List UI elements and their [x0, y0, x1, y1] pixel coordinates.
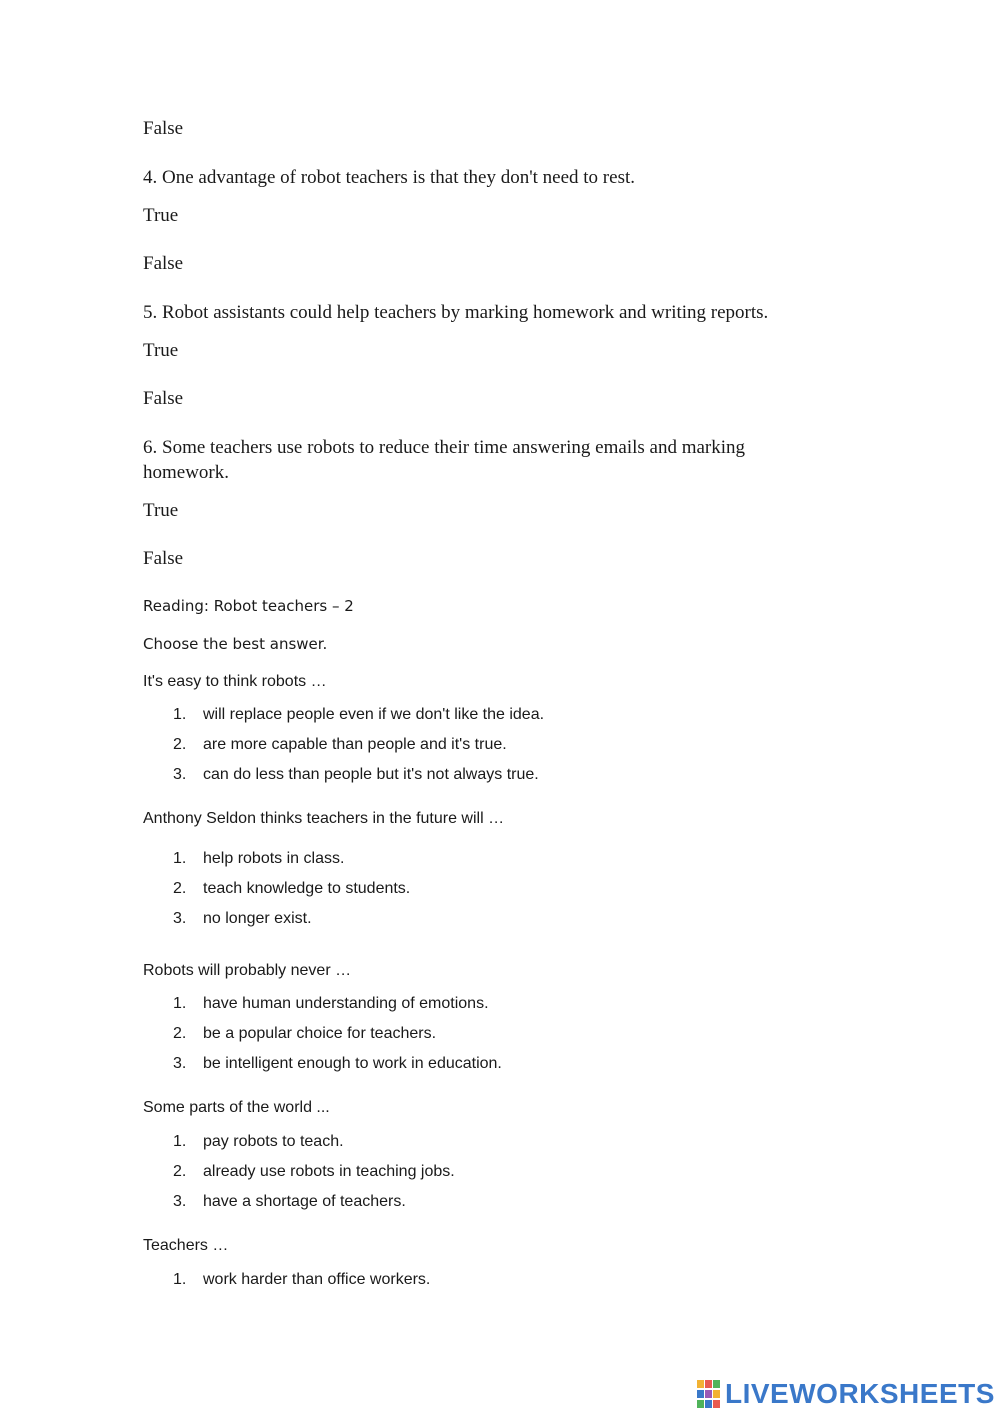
option-number: 1. — [173, 850, 187, 867]
mc2-option-2[interactable] — [173, 880, 410, 898]
liveworksheets-logo-icon — [697, 1380, 721, 1408]
mc1-option-3[interactable] — [173, 766, 539, 784]
q6-true-option[interactable]: True — [143, 500, 179, 521]
question-4: 4. One advantage of robot teachers is that they don't need to rest. — [143, 167, 635, 188]
question-6: 6. Some teachers use robots to reduce their time answering emails and marking homework. — [143, 437, 746, 483]
mc-question-4: Some parts of the world ... — [143, 1099, 330, 1116]
q3-false-option[interactable]: False — [143, 118, 184, 139]
mc3-option-3[interactable] — [173, 1055, 502, 1073]
option-number: 3. — [173, 910, 187, 927]
mc2-option-3[interactable] — [173, 910, 312, 928]
mc1-option-1[interactable] — [173, 706, 544, 724]
option-text: can do less than people but it's not always true. — [203, 766, 539, 783]
mc4-option-1[interactable] — [173, 1133, 344, 1151]
mc-question-1: It's easy to think robots … — [143, 673, 327, 690]
option-text: teach knowledge to students. — [203, 880, 411, 897]
option-number: 1. — [173, 706, 187, 723]
option-text: help robots in class. — [203, 850, 345, 867]
mc-question-5: Teachers … — [143, 1237, 229, 1254]
option-text: be intelligent enough to work in education. — [203, 1055, 502, 1072]
option-text: are more capable than people and it's true. — [203, 736, 507, 753]
mc4-option-3[interactable] — [173, 1193, 406, 1211]
mc-question-3: Robots will probably never … — [143, 962, 352, 979]
option-number: 2. — [173, 1025, 187, 1042]
q4-false-option[interactable]: False — [143, 253, 184, 274]
option-text: have a shortage of teachers. — [203, 1193, 406, 1210]
mc5-option-1[interactable] — [173, 1271, 430, 1289]
logo-text: LIVEWORKSHEETS — [725, 1378, 995, 1409]
q5-false-option[interactable]: False — [143, 388, 184, 409]
option-number: 1. — [173, 995, 187, 1012]
option-text: have human understanding of emotions. — [203, 995, 489, 1012]
option-text: pay robots to teach. — [203, 1133, 344, 1150]
section-instruction: Choose the best answer. — [143, 635, 328, 653]
question-5: 5. Robot assistants could help teachers by marking homework and writing reports. — [143, 302, 769, 323]
q4-true-option[interactable]: True — [143, 205, 179, 226]
option-number: 2. — [173, 1163, 187, 1180]
option-number: 2. — [173, 736, 187, 753]
option-text: will replace people even if we don't like the idea. — [203, 706, 545, 723]
mc2-option-1[interactable] — [173, 850, 344, 868]
option-number: 1. — [173, 1271, 187, 1288]
section-title: Reading: Robot teachers – 2 — [143, 597, 354, 615]
option-number: 3. — [173, 766, 187, 783]
mc-question-2: Anthony Seldon thinks teachers in the future will … — [143, 810, 505, 827]
liveworksheets-logo — [697, 1378, 995, 1410]
q5-true-option[interactable]: True — [143, 340, 179, 361]
mc3-option-1[interactable] — [173, 995, 489, 1013]
option-number: 1. — [173, 1133, 187, 1150]
option-number: 3. — [173, 1055, 187, 1072]
q6-false-option[interactable]: False — [143, 548, 184, 569]
option-number: 3. — [173, 1193, 187, 1210]
option-text: no longer exist. — [203, 910, 312, 927]
mc1-option-2[interactable] — [173, 736, 507, 754]
option-text: work harder than office workers. — [203, 1271, 431, 1288]
option-text: be a popular choice for teachers. — [203, 1025, 437, 1042]
option-number: 2. — [173, 880, 187, 897]
option-text: already use robots in teaching jobs. — [203, 1163, 455, 1180]
mc3-option-2[interactable] — [173, 1025, 436, 1043]
mc4-option-2[interactable] — [173, 1163, 455, 1181]
